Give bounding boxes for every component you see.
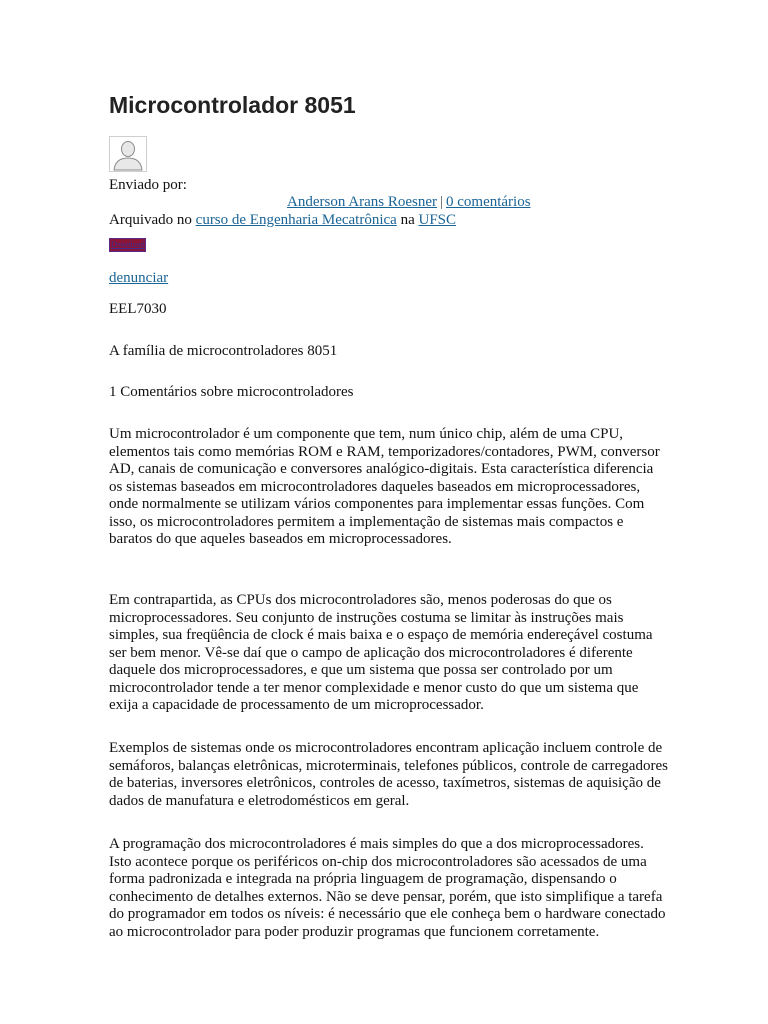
course-code: EEL7030	[109, 301, 167, 317]
filed-in-line	[109, 211, 456, 229]
course-link[interactable]: curso de Engenharia Mecatrônica	[195, 212, 397, 228]
author-line	[287, 193, 531, 211]
paragraph: Exemplos de sistemas onde os microcontroladores encontram aplicação incluem controle de semáforos, balanças eletrônicas, microterminais, telefones públicos, controle de carregadores de baterias, inversores eletrônicos, controles de acesso, taxímetros, sistemas de aquisição de dados de manufatura e eletrodomésticos em geral.	[109, 740, 668, 809]
user-avatar-icon[interactable]	[109, 136, 147, 172]
university-link[interactable]: UFSC	[418, 212, 457, 228]
comments-link[interactable]: 0 comentários	[446, 194, 531, 210]
download-button[interactable]: Download	[109, 238, 146, 252]
section-heading: 1 Comentários sobre microcontroladores	[109, 384, 354, 400]
sent-by-label: Enviado por:	[109, 177, 187, 193]
paragraph: Um microcontrolador é um componente que tem, num único chip, além de uma CPU, elementos tais como memórias ROM e RAM, temporizadores/contadores, PWM, conversor AD, canais de comunicação e conversores analógico-digitais. Esta característica diferencia os sistemas baseados em microcontroladores daqueles baseados em microprocessadores, onde normalmente se utilizam vários componentes para implementar essas funções. Com isso, os microcontroladores permitem a implementação de sistemas mais compactos e baratos do que aqueles baseados em microprocessadores.	[109, 426, 660, 547]
document-subtitle: A família de microcontroladores 8051	[109, 343, 338, 359]
author-link[interactable]: Anderson Arans Roesner	[287, 194, 437, 210]
paragraph: A programação dos microcontroladores é mais simples do que a dos microprocessadores. Isto acontece porque os periféricos on-chip dos microcontroladores são acessados de uma forma padronizada e integrada na própria linguagem de programação, dispensando o conhecimento de detalhes externos. Não se deve pensar, porém, que isto simplifique a tarefa do programador em todos os níveis: é necessário que ele conheça bem o hardware conectado ao microcontrolador para poder produzir programas que funcionem corretamente.	[109, 836, 666, 940]
report-link[interactable]: denunciar	[109, 270, 169, 286]
filed-middle: na	[400, 212, 415, 228]
page-title: Microcontrolador 8051	[109, 92, 356, 118]
paragraph: Em contrapartida, as CPUs dos microcontroladores são, menos poderosas do que os microprocessadores. Seu conjunto de instruções costuma se limitar às instruções mais simples, sua freqüência de clock é mais baixa e o espaço de memória endereçável costuma ser bem menor. Vê-se daí que o campo de aplicação dos microcontroladores é diferente daquele dos microprocessadores, e que um sistema que possa ser controlado por um microcontrolador tende a ter menor complexidade e menor custo do que um sistema que exija a capacidade de processamento de um microprocessador.	[109, 592, 653, 713]
filed-prefix: Arquivado no	[109, 212, 192, 228]
separator: |	[439, 194, 443, 210]
